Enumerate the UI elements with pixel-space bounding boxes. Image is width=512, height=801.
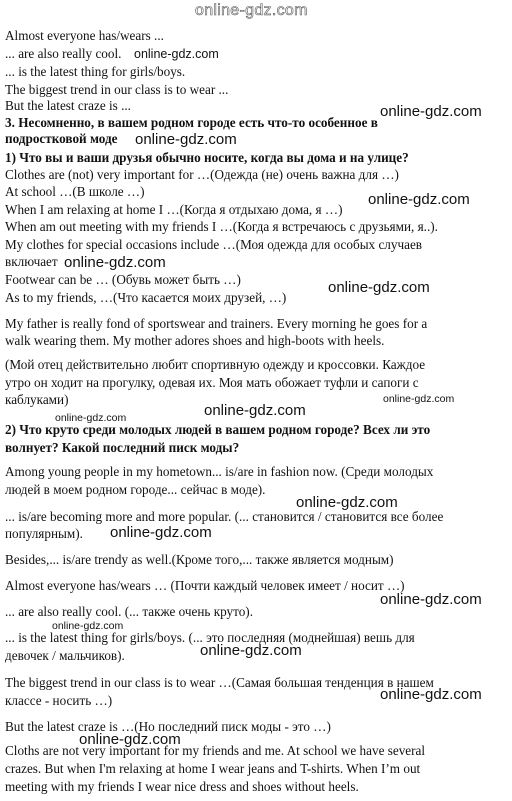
watermark: online-gdz.com [79, 731, 181, 748]
watermark: online-gdz.com [204, 402, 306, 419]
watermark: online-gdz.com [368, 191, 470, 208]
watermark: online-gdz.com [134, 47, 219, 61]
text-line: Footwear can be … (Обувь может быть …) [5, 272, 241, 287]
text-line: ... are also really cool. (... также очень круто). [5, 604, 253, 619]
text-line: As to my friends, …(Что касается моих друзей, …) [5, 290, 287, 305]
watermark: online-gdz.com [380, 591, 482, 608]
text-line: walk wearing them. My mother adores shoes and high-boots with heels. [5, 333, 385, 348]
text-line: Clothes are (not) very important for …(Одежда (не) очень важна для …) [5, 167, 399, 182]
watermark: online-gdz.com [55, 412, 127, 424]
text-line: When I am relaxing at home I …(Когда я отдыхаю дома, я …) [5, 202, 343, 217]
watermark: online-gdz.com [110, 524, 212, 541]
text-line: каблуками) [5, 392, 69, 407]
question-heading: 2) Что круто среди молодых людей в вашем родном городе? Всех ли это [5, 422, 431, 437]
watermark: online-gdz.com [328, 279, 430, 296]
watermark: online-gdz.com [64, 254, 166, 271]
text-line: ... is/are becoming more and more popular. (... становится / становится все более [5, 509, 444, 524]
watermark: online-gdz.com [135, 131, 237, 148]
text-line: ... is the latest thing for girls/boys. [5, 64, 186, 79]
section-heading: 3. Несомненно, в вашем родном городе есть что-то особенное в [5, 115, 378, 130]
text-line: популярным). [5, 526, 83, 541]
text-line: включает [5, 254, 58, 269]
watermark: online-gdz.com [52, 620, 124, 632]
text-line: Cloths are not very important for my friends and me. At school we have several [5, 743, 426, 758]
section-heading: подростковой моде [5, 131, 118, 146]
text-line: Almost everyone has/wears … (Почти каждый человек имеет / носит …) [5, 578, 405, 593]
text-line: классе - носить …) [5, 693, 113, 708]
text-line: My father is really fond of sportswear and trainers. Every morning he goes for a [5, 316, 428, 331]
text-line: The biggest trend in our class is to wear …(Самая большая тенденция в нашем [5, 675, 434, 690]
text-line: Among young people in my hometown... is/are in fashion now. (Среди молодых [5, 464, 434, 479]
watermark: online-gdz.com [383, 393, 455, 405]
question-heading: 1) Что вы и ваши друзья обычно носите, когда вы дома и на улице? [5, 150, 409, 165]
text-line: crazes. But when I'm relaxing at home I wear jeans and T-shirts. When I’m out [5, 761, 421, 776]
text-line: At school …(В школе …) [5, 184, 145, 199]
question-heading: волнует? Какой последний писк моды? [5, 440, 240, 455]
text-line: (Мой отец действительно любит спортивную одежду и кроссовки. Каждое [5, 357, 426, 372]
watermark: online-gdz.com [200, 642, 302, 659]
text-line: But the latest craze is ... [5, 98, 131, 113]
text-line: ... are also really cool. [5, 46, 122, 61]
text-line: людей в моем родном городе... сейчас в моде). [5, 482, 266, 497]
text-line: The biggest trend in our class is to wear ... [5, 82, 229, 97]
watermark: online-gdz.com [195, 2, 308, 19]
text-line: ... is the latest thing for girls/boys. (... это последняя (моднейшая) вешь для [5, 630, 415, 645]
text-line: Almost everyone has/wears ... [5, 28, 164, 43]
watermark: online-gdz.com [380, 686, 482, 703]
text-line: My clothes for special occasions include …(Моя одежда для особых случаев [5, 237, 423, 252]
text-line: Besides,... is/are trendy as well.(Кроме того,... также является модным) [5, 552, 394, 567]
text-line: When am out meeting with my friends I …(Когда я встречаюсь с друзьями, я..). [5, 219, 438, 234]
text-line: утро он ходит на прогулку, одевая их. Моя мать обожает туфли и сапоги с [5, 375, 419, 390]
text-line: But the latest craze is …(Но последний писк моды - это …) [5, 719, 331, 734]
watermark: online-gdz.com [296, 494, 398, 511]
watermark: online-gdz.com [380, 103, 482, 120]
text-line: девочек / мальчиков). [5, 648, 125, 663]
text-line: meeting with my friends I wear nice dress and shoes without heels. [5, 779, 359, 794]
